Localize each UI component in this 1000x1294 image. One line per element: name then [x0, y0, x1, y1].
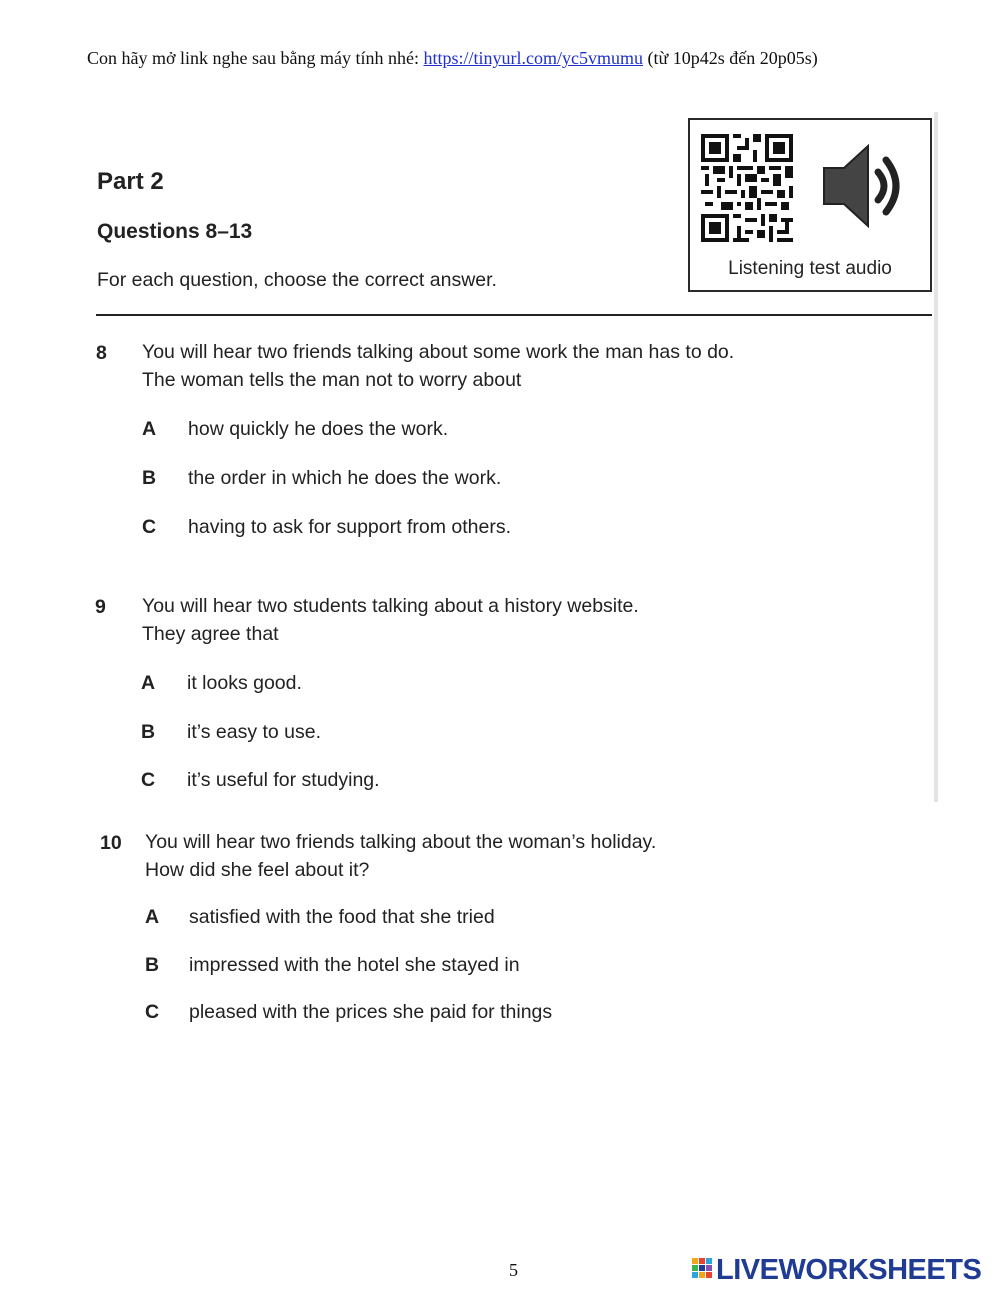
- divider: [96, 314, 932, 316]
- option-text[interactable]: satisfied with the food that she tried: [189, 906, 495, 928]
- option-letter: B: [141, 721, 156, 743]
- page-number: 5: [509, 1260, 518, 1280]
- audio-link[interactable]: https://tinyurl.com/yc5vmumu: [423, 48, 643, 68]
- note-prefix: Con hãy mở link nghe sau bằng máy tính nhé:: [87, 48, 419, 68]
- prompt-line: The woman tells the man not to worry about: [142, 369, 522, 391]
- prompt-line: You will hear two friends talking about the woman’s holiday.: [145, 831, 657, 853]
- qr-code-icon[interactable]: [701, 134, 793, 242]
- option-text[interactable]: having to ask for support from others.: [188, 516, 511, 538]
- option-letter: C: [145, 1001, 160, 1023]
- prompt-line: They agree that: [142, 623, 279, 645]
- liveworksheets-logo[interactable]: [692, 1254, 981, 1286]
- option-letter: C: [142, 516, 157, 538]
- option-letter: B: [145, 954, 160, 976]
- option-letter: A: [145, 906, 160, 928]
- option-text[interactable]: it’s useful for studying.: [187, 769, 380, 791]
- option-letter: A: [141, 672, 156, 694]
- option-text[interactable]: the order in which he does the work.: [188, 467, 502, 489]
- prompt-line: How did she feel about it?: [145, 859, 370, 881]
- instructions: For each question, choose the correct answer.: [97, 269, 497, 291]
- question-number: 8: [96, 342, 107, 364]
- speaker-icon[interactable]: [820, 138, 904, 234]
- question-prompt: [142, 338, 734, 394]
- option-text[interactable]: it looks good.: [187, 672, 302, 694]
- option-text[interactable]: impressed with the hotel she stayed in: [189, 954, 520, 976]
- note-suffix: (từ 10p42s đến 20p05s): [647, 48, 818, 68]
- option-letter: B: [142, 467, 157, 489]
- liveworksheets-icon: [692, 1258, 714, 1282]
- option-text[interactable]: how quickly he does the work.: [188, 418, 449, 440]
- prompt-line: You will hear two students talking about a history website.: [142, 595, 639, 617]
- audio-caption: Listening test audio: [728, 258, 892, 279]
- question-prompt: [142, 592, 639, 648]
- audio-box[interactable]: [688, 118, 932, 292]
- brand-name: LIVEWORKSHEETS: [716, 1253, 982, 1286]
- prompt-line: You will hear two friends talking about some work the man has to do.: [142, 341, 735, 363]
- question-number: 10: [100, 832, 122, 854]
- option-text[interactable]: pleased with the prices she paid for things: [189, 1001, 553, 1023]
- question-prompt: [145, 828, 656, 884]
- part-title: Part 2: [97, 168, 164, 195]
- option-text[interactable]: it’s easy to use.: [187, 721, 322, 743]
- instruction-note: [87, 48, 818, 69]
- option-letter: A: [142, 418, 157, 440]
- question-number: 9: [95, 596, 106, 618]
- questions-range: Questions 8–13: [97, 220, 253, 243]
- option-letter: C: [141, 769, 156, 791]
